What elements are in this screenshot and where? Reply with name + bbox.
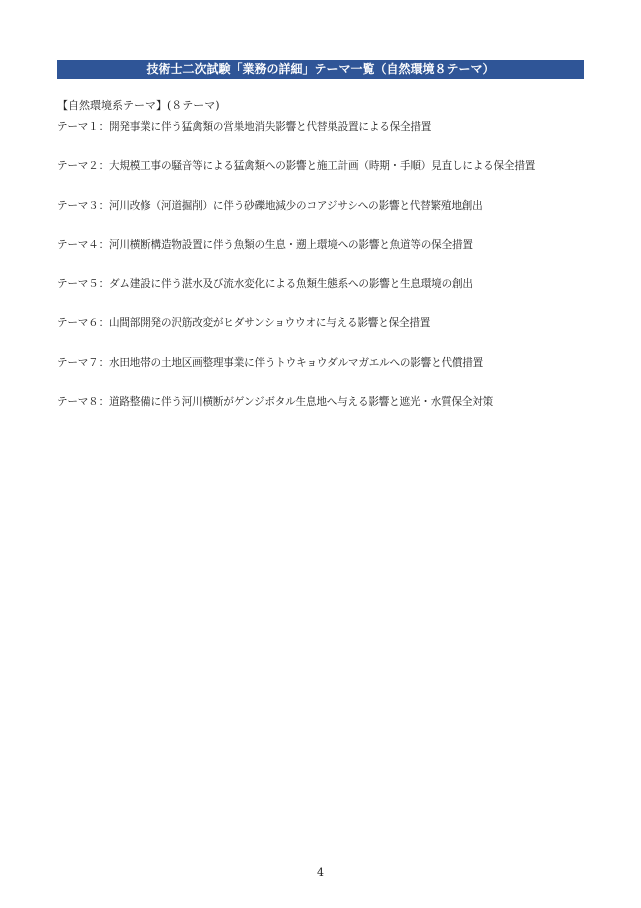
theme-list — [57, 120, 597, 434]
theme-label: テーマ５ — [57, 278, 99, 291]
theme-label: テーマ１ — [57, 121, 99, 133]
theme-text: ：ダム建設に伴う湛水及び流水変化による魚類生態系への影響と生息環境の創出 — [98, 278, 473, 291]
theme-text: ：大規模工事の騒音等による猛禽類への影響と施工計画（時期・手順）見直しによる保全措置 — [98, 160, 536, 173]
theme-text: ：水田地帯の土地区画整理事業に伴うトウキョウダルマガエルへの影響と代償措置 — [98, 356, 484, 369]
theme-item — [57, 159, 597, 198]
theme-text: ：道路整備に伴う河川横断がゲンジボタル生息地へ与える影響と遮光・水質保全対策 — [98, 396, 494, 409]
theme-item — [57, 199, 597, 238]
theme-text: ：山間部開発の沢筋改変がヒダサンショウウオに与える影響と保全措置 — [98, 317, 431, 330]
page-number: 4 — [317, 866, 324, 879]
theme-label: テーマ６ — [57, 317, 99, 330]
section-heading: 【自然環境系テーマ】(８テーマ) — [57, 99, 220, 112]
theme-label: テーマ７ — [57, 356, 99, 369]
page-title-banner: 技術士二次試験「業務の詳細」テーマ一覧（自然環境８テーマ） — [57, 60, 584, 79]
theme-item — [57, 395, 597, 434]
theme-item — [57, 238, 597, 277]
theme-item — [57, 316, 597, 355]
theme-item — [57, 356, 597, 395]
theme-item — [57, 120, 597, 159]
theme-label: テーマ８ — [57, 396, 99, 409]
theme-item — [57, 277, 597, 316]
theme-label: テーマ４ — [57, 238, 99, 251]
theme-text: ：河川改修（河道掘削）に伴う砂礫地減少のコアジサシへの影響と代替繁殖地創出 — [98, 199, 483, 212]
theme-label: テーマ２ — [57, 160, 99, 173]
theme-text: ：開発事業に伴う猛禽類の営巣地消失影響と代替巣設置による保全措置 — [98, 121, 432, 133]
theme-text: ：河川横断構造物設置に伴う魚類の生息・遡上環境への影響と魚道等の保全措置 — [98, 238, 473, 251]
theme-label: テーマ３ — [57, 199, 99, 212]
